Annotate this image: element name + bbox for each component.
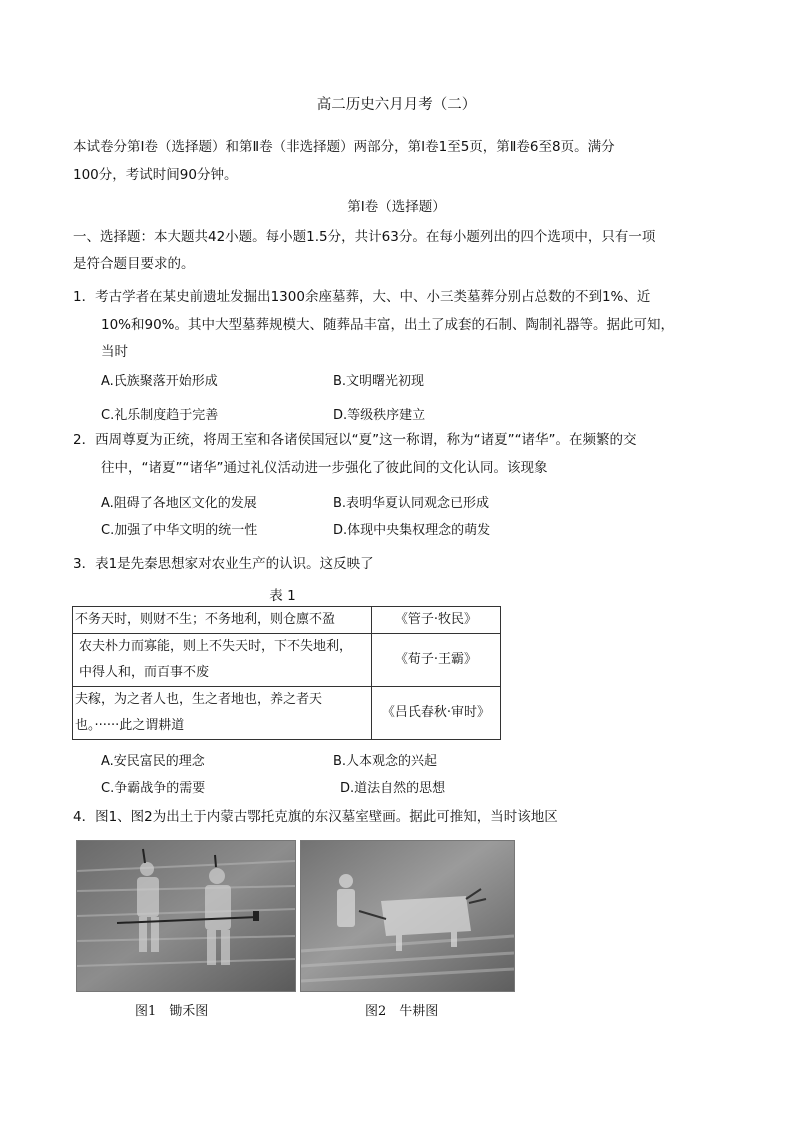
table-row — [73, 634, 501, 687]
mural-photo-ox-plowing — [300, 840, 515, 992]
q1-option-a[interactable]: A.氏族聚落开始形成 — [101, 374, 218, 389]
intro-line-1: 本试卷分第Ⅰ卷（选择题）和第Ⅱ卷（非选择题）两部分，第Ⅰ卷1至5页，第Ⅱ卷6至8页。满分 — [73, 139, 615, 155]
q1-option-c[interactable]: C.礼乐制度趋于完善 — [101, 408, 219, 423]
table-cell-source: 《管子·牧民》 — [372, 607, 501, 634]
figure-2-caption: 图2 牛耕图 — [365, 1004, 439, 1019]
instructions-line-2: 是符合题目要求的。 — [73, 256, 195, 272]
q1-option-d[interactable]: D.等级秩序建立 — [333, 408, 426, 423]
mural-photo-hoeing — [76, 840, 296, 992]
intro-line-2: 100分，考试时间90分钟。 — [73, 167, 238, 183]
section-title: 第Ⅰ卷（选择题） — [347, 199, 446, 215]
page-title: 高二历史六月月考（二） — [316, 97, 477, 113]
mural-hoeing-image — [77, 841, 295, 991]
q2-option-c[interactable]: C.加强了中华文明的统一性 — [101, 523, 258, 538]
figure-1-caption: 图1 锄禾图 — [135, 1004, 209, 1019]
question-1-line-1: 1．考古学者在某史前遗址发掘出1300余座墓葬，大、中、小三类墓葬分别占总数的不到1%、近 — [73, 289, 651, 305]
mural-plowing-image — [301, 841, 514, 991]
table-row — [73, 687, 501, 740]
table-cell-text: 农夫朴力而寡能，则上不失天时，下不失地利， 中得人和，而百事不废 — [73, 634, 372, 687]
q2-option-a[interactable]: A.阻碍了各地区文化的发展 — [101, 496, 257, 511]
table-cell-source: 《吕氏春秋·审时》 — [372, 687, 501, 740]
question-1-line-3: 当时 — [101, 344, 128, 360]
q2-option-b[interactable]: B.表明华夏认同观念已形成 — [333, 496, 490, 511]
table-cell-text: 夫稼，为之者人也，生之者地也，养之者天 也。······此之谓耕道 — [73, 687, 372, 740]
table-cell-source: 《荀子·王霸》 — [372, 634, 501, 687]
question-2-line-2: 往中，“诸夏”“诸华”通过礼仪活动进一步强化了彼此间的文化认同。该现象 — [101, 460, 548, 476]
question-4-line-1: 4．图1、图2为出土于内蒙古鄂托克旗的东汉墓室壁画。据此可推知，当时该地区 — [73, 809, 558, 825]
q3-option-c[interactable]: C.争霸战争的需要 — [101, 781, 206, 796]
q3-option-d[interactable]: D.道法自然的思想 — [340, 781, 446, 796]
table-cell-text: 不务天时，则财不生；不务地利，则仓廪不盈 — [73, 607, 372, 634]
question-1-line-2: 10%和90%。其中大型墓葬规模大、随葬品丰富，出土了成套的石制、陶制礼器等。据此可知， — [101, 317, 675, 333]
q1-option-b[interactable]: B.文明曙光初现 — [333, 374, 425, 389]
thinkers-table — [72, 606, 501, 740]
question-3-line-1: 3．表1是先秦思想家对农业生产的认识。这反映了 — [73, 556, 374, 572]
q3-option-b[interactable]: B.人本观念的兴起 — [333, 754, 438, 769]
q3-option-a[interactable]: A.安民富民的理念 — [101, 754, 205, 769]
instructions-line-1: 一、选择题：本大题共42小题。每小题1.5分，共计63分。在每小题列出的四个选项中，只有一项 — [73, 229, 656, 245]
table-caption: 表 1 — [269, 588, 296, 604]
question-2-line-1: 2．西周尊夏为正统，将周王室和各诸侯国冠以“夏”这一称谓，称为“诸夏”“诸华”。在频繁的交 — [73, 432, 637, 448]
q2-option-d[interactable]: D.体现中央集权理念的萌发 — [333, 523, 491, 538]
table-row — [73, 607, 501, 634]
